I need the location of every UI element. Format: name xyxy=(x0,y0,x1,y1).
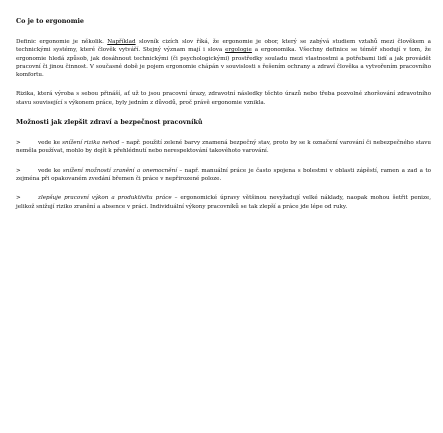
underlined-word-ergologie: ergologie xyxy=(225,47,252,54)
bullet-item xyxy=(16,167,431,184)
bullet-marker: > xyxy=(16,140,21,147)
bullet-lead: vede ke xyxy=(38,140,63,147)
bullet-text: – ergonomické úpravy většinou nevyžadují velké náklady, naopak mohou šetřit penize, jelikož snižují riziko zranění a absence v práci. Individuální výkony pracovníků se tak zlepší a práce jde lépe od ruky. xyxy=(16,195,431,210)
para1-mid: slovník cizích slov říká, že ergonomie je obor, který se zabývá studiem vztahů mezi člověkem a technickými systémy, které člověk vytváří. Stejný význam mají i slova xyxy=(16,39,431,54)
paragraph-definition xyxy=(16,38,431,79)
paragraph-risks: Rizika, která výroba s sebou přináší, ať už to jsou pracovní úrazy, zdravotní následky těchto úrazů nebo třeba pozvolné zhoršování zdravotního stavu související s výkonem práce, byly jedním z důvodů, proč právě ergonomie vznikla. xyxy=(16,91,431,106)
bullet-emphasis: snížení rizika nehod xyxy=(62,140,120,147)
bullet-text: – např. použití zelené barvy znamená bezpečný stav, proto by se k označení varování či nebezpečného stavu neměla používat, mohlo by dojít k přehlédnutí nebo nerespektování takovéhoto varování. xyxy=(16,140,432,155)
para1-pre: Definic ergonomie je několik. xyxy=(16,39,108,45)
bullet-marker: > xyxy=(16,167,21,174)
underlined-word-napriklad: Například xyxy=(107,39,136,45)
bullet-emphasis: snížení možností zranění a onemocnění xyxy=(62,167,177,174)
bullet-item xyxy=(16,194,431,211)
section-heading: Možnosti jak zlepšit zdraví a bezpečnost pracovníků xyxy=(16,118,203,127)
para1-post: a ergonomika. Všechny definice se téměř shodují v tom, že ergonomie hledá způsob, jak dosáhnout technickými (či psychologickými) prostředky souladu mezi vlastnostmi a potřebami lidí a jak provádět pracovní či jinou činnost. V současné době je pojem ergonomie chápán v souvislosti s řešením ochrany a zdraví člověka a vytvořením pracovního komfortu. xyxy=(16,47,431,79)
bullet-text: – např. manuální práce je často spojena s bolestmi v oblasti zápěstí, ramen a zad a to zejména při opakovaném zvedání břemen či práce v nepřirozené poloze. xyxy=(16,167,431,182)
page-title: Co je to ergonomie xyxy=(16,17,84,25)
bullet-lead: vede ke xyxy=(38,167,63,174)
bullet-marker: > xyxy=(16,195,21,202)
bullet-emphasis: zlepšuje pracovní výkon a produktivitu práce xyxy=(38,195,172,202)
bullet-item xyxy=(16,139,431,156)
